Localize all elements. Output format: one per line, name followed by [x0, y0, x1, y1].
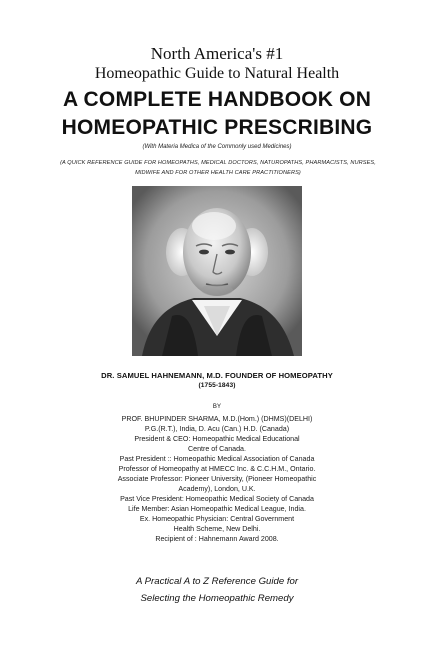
tagline-top-1: North America's #1 — [150, 44, 284, 63]
subtitle-materia-medica: (With Materia Medica of the Commonly used Medicines) — [142, 144, 292, 150]
tagline-top-2: Homeopathic Guide to Natural Health — [94, 65, 340, 82]
author-line: Associate Professor: Pioneer University, (Pioneer Homeopathic — [117, 475, 317, 483]
audience-line-1: (A QUICK REFERENCE GUIDE FOR HOMEOPATHS, MEDICAL DOCTORS, NATUROPATHS, PHARMACISTS, NURSES, — [60, 160, 376, 166]
by-label: BY — [212, 404, 222, 410]
author-line: PROF. BHUPINDER SHARMA, M.D.(Hom.) (DHMS)(DELHI) — [121, 415, 313, 423]
audience-line-2: MIDWIFE AND FOR OTHER HEALTH CARE PRACTITIONERS) — [135, 170, 301, 176]
author-line: Centre of Canada. — [188, 445, 246, 453]
author-line: Past President :: Homeopathic Medical Association of Canada — [119, 455, 315, 463]
author-line: President & CEO: Homeopathic Medical Educational — [134, 435, 300, 443]
author-line: Past Vice President: Homeopathic Medical Society of Canada — [120, 495, 314, 503]
bottom-tagline-1: A Practical A to Z Reference Guide for — [135, 576, 299, 587]
author-credentials — [40, 414, 394, 544]
author-line: Life Member: Asian Homeopathic Medical League, India. — [128, 505, 306, 513]
author-line: Health Scheme, New Delhi. — [173, 525, 261, 533]
portrait-caption: DR. SAMUEL HAHNEMANN, M.D. FOUNDER OF HOMEOPATHY — [101, 371, 333, 380]
author-line: Professor of Homeopathy at HMECC Inc. & C.C.H.M., Ontario. — [118, 465, 316, 473]
bottom-tagline-2: Selecting the Homeopathic Remedy — [140, 593, 294, 604]
hahnemann-portrait — [132, 186, 302, 356]
author-line: Ex. Homeopathic Physician: Central Government — [139, 515, 295, 523]
author-line: P.G.(R.T.), India, D. Acu (Can.) H.D. (Canada) — [144, 425, 290, 433]
portrait-years: (1755-1843) — [198, 382, 236, 389]
author-line: Academy), London, U.K. — [178, 485, 256, 493]
title-line-1: A COMPLETE HANDBOOK ON — [62, 88, 372, 111]
author-line: Recipient of : Hahnemann Award 2008. — [155, 535, 279, 543]
title-line-2: HOMEOPATHIC PRESCRIBING — [61, 116, 373, 139]
